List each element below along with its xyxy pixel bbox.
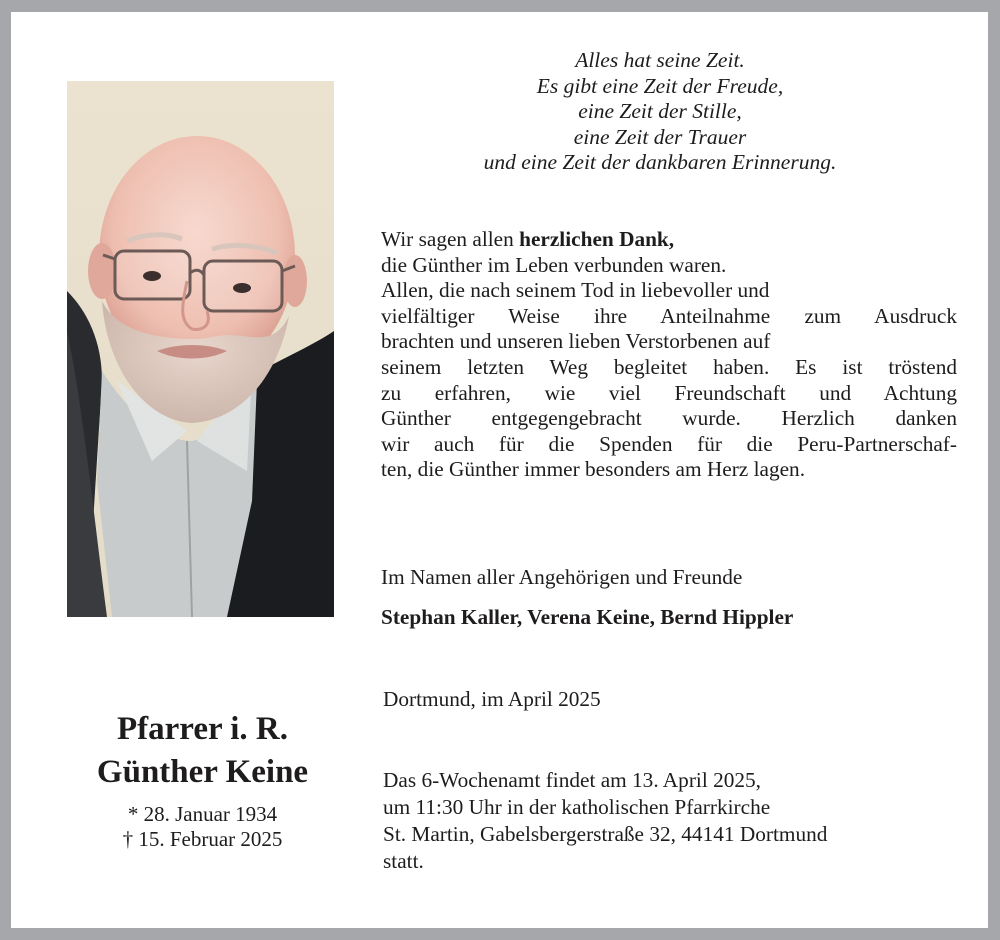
thanks-line: Allen, die nach seinem Tod in liebevoller und: [381, 278, 770, 303]
thanks-line: [381, 227, 957, 253]
thanks-line: seinem letzten Weg begleitet haben. Es ist tröstend: [381, 354, 957, 379]
place-date: Dortmund, im April 2025: [383, 687, 601, 711]
thanks-line: die Günther im Leben verbunden waren.: [381, 252, 727, 277]
poem-line: und eine Zeit der dankbaren Erinnerung.: [483, 150, 837, 174]
birth-date: * 28. Januar 1934: [127, 802, 278, 826]
service-line: Das 6-Wochenamt findet am 13. April 2025,: [383, 768, 761, 792]
service-line: St. Martin, Gabelsbergerstraße 32, 44141 Dortmund: [383, 822, 828, 846]
poem-line: eine Zeit der Trauer: [573, 124, 747, 149]
service-line: statt.: [383, 849, 424, 873]
deceased-title: Pfarrer i. R.: [116, 711, 289, 747]
portrait-image-icon: [67, 81, 334, 617]
signature-names: Stephan Kaller, Verena Keine, Bernd Hippler: [381, 605, 794, 629]
portrait-photo: [67, 81, 334, 617]
poem: [400, 48, 920, 176]
thanks-line: zu erfahren, wie viel Freundschaft und Achtung: [381, 380, 957, 405]
thanks-line: wir auch für die Spenden für die Peru-Partnerschaf-: [381, 431, 957, 456]
thanks-line: ten, die Günther immer besonders am Herz lagen.: [381, 457, 806, 482]
poem-line: Es gibt eine Zeit der Freude,: [536, 73, 784, 98]
thanks-prefix: Wir sagen allen: [381, 227, 520, 251]
service-announcement: [383, 767, 827, 875]
thanks-paragraph: [381, 227, 957, 483]
poem-line: Alles hat seine Zeit.: [575, 48, 745, 72]
thanks-line: Günther entgegengebracht wurde. Herzlich danken: [381, 406, 957, 431]
death-date: † 15. Februar 2025: [122, 827, 283, 851]
thanks-line: vielfältiger Weise ihre Anteilnahme zum Ausdruck: [381, 303, 957, 328]
deceased-name: Günther Keine: [96, 754, 309, 790]
signature-intro: Im Namen aller Angehörigen und Freunde: [381, 565, 743, 589]
thanks-emphasis: herzlichen Dank,: [519, 227, 675, 251]
deceased-info: [60, 708, 345, 852]
service-line: um 11:30 Uhr in der katholischen Pfarrkirche: [383, 795, 771, 819]
poem-line: eine Zeit der Stille,: [578, 99, 742, 123]
thanks-line: brachten und unseren lieben Verstorbenen auf: [381, 329, 771, 354]
life-dates: [60, 802, 345, 852]
